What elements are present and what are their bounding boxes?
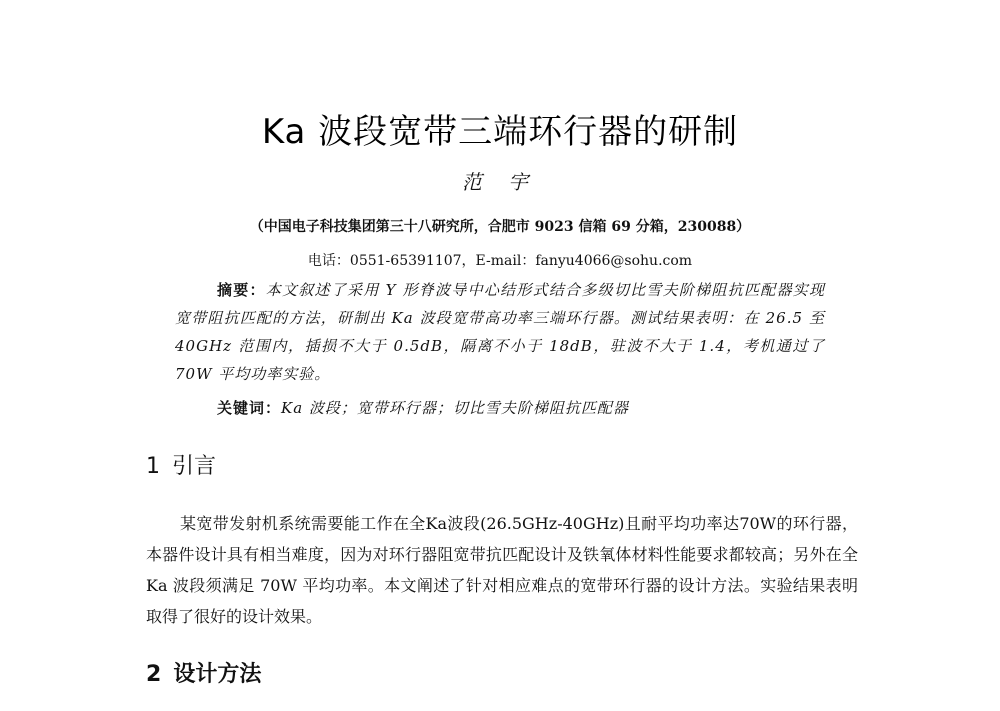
section-number: 1	[146, 454, 160, 479]
abstract-label: 摘要：	[217, 281, 266, 299]
section-number: 2	[146, 662, 162, 687]
keywords	[217, 394, 817, 422]
abstract	[175, 276, 825, 388]
introduction-paragraph: 某宽带发射机系统需要能工作在全Ka波段(26.5GHz-40GHz)且耐平均功率达70W的环行器，本器件设计具有相当难度，因为对环行器阻宽带抗匹配设计及铁氧体材料性能要求都较高；另外在全 Ka 波段须满足 70W 平均功率。本文阐述了针对相应难点的宽带环行器的设计方法。实验结果表明取得了很好的设计效果。	[146, 514, 858, 626]
author-name: 范 宇	[461, 170, 539, 194]
section-title: 设计方法	[173, 662, 262, 687]
section-heading-introduction	[146, 452, 216, 482]
author-affiliation: （中国电子科技集团第三十八研究所，合肥市 9023 信箱 69 分箱，230088）	[249, 219, 751, 235]
keywords-label: 关键词：	[217, 399, 282, 417]
abstract-text: 本文叙述了采用 Y 形脊波导中心结形式结合多级切比雪夫阶梯阻抗匹配器实现宽带阻抗匹配的方法，研制出 Ka 波段宽带高功率三端环行器。测试结果表明：在 26.5 至 40GHz 范围内，插损不大于 0.5dB，隔离不小于 18dB，驻波不大于 1.4，考机通过了 70W 平均功率实验。	[175, 281, 825, 383]
author-contact: 电话：0551-65391107，E-mail：fanyu4066@sohu.com	[307, 253, 693, 269]
section-title: 引言	[172, 454, 217, 479]
paper-title: Ka 波段宽带三端环行器的研制	[261, 112, 739, 152]
keywords-text: Ka 波段；宽带环行器；切比雪夫阶梯阻抗匹配器	[281, 399, 629, 417]
section-heading-design-method	[146, 660, 261, 690]
